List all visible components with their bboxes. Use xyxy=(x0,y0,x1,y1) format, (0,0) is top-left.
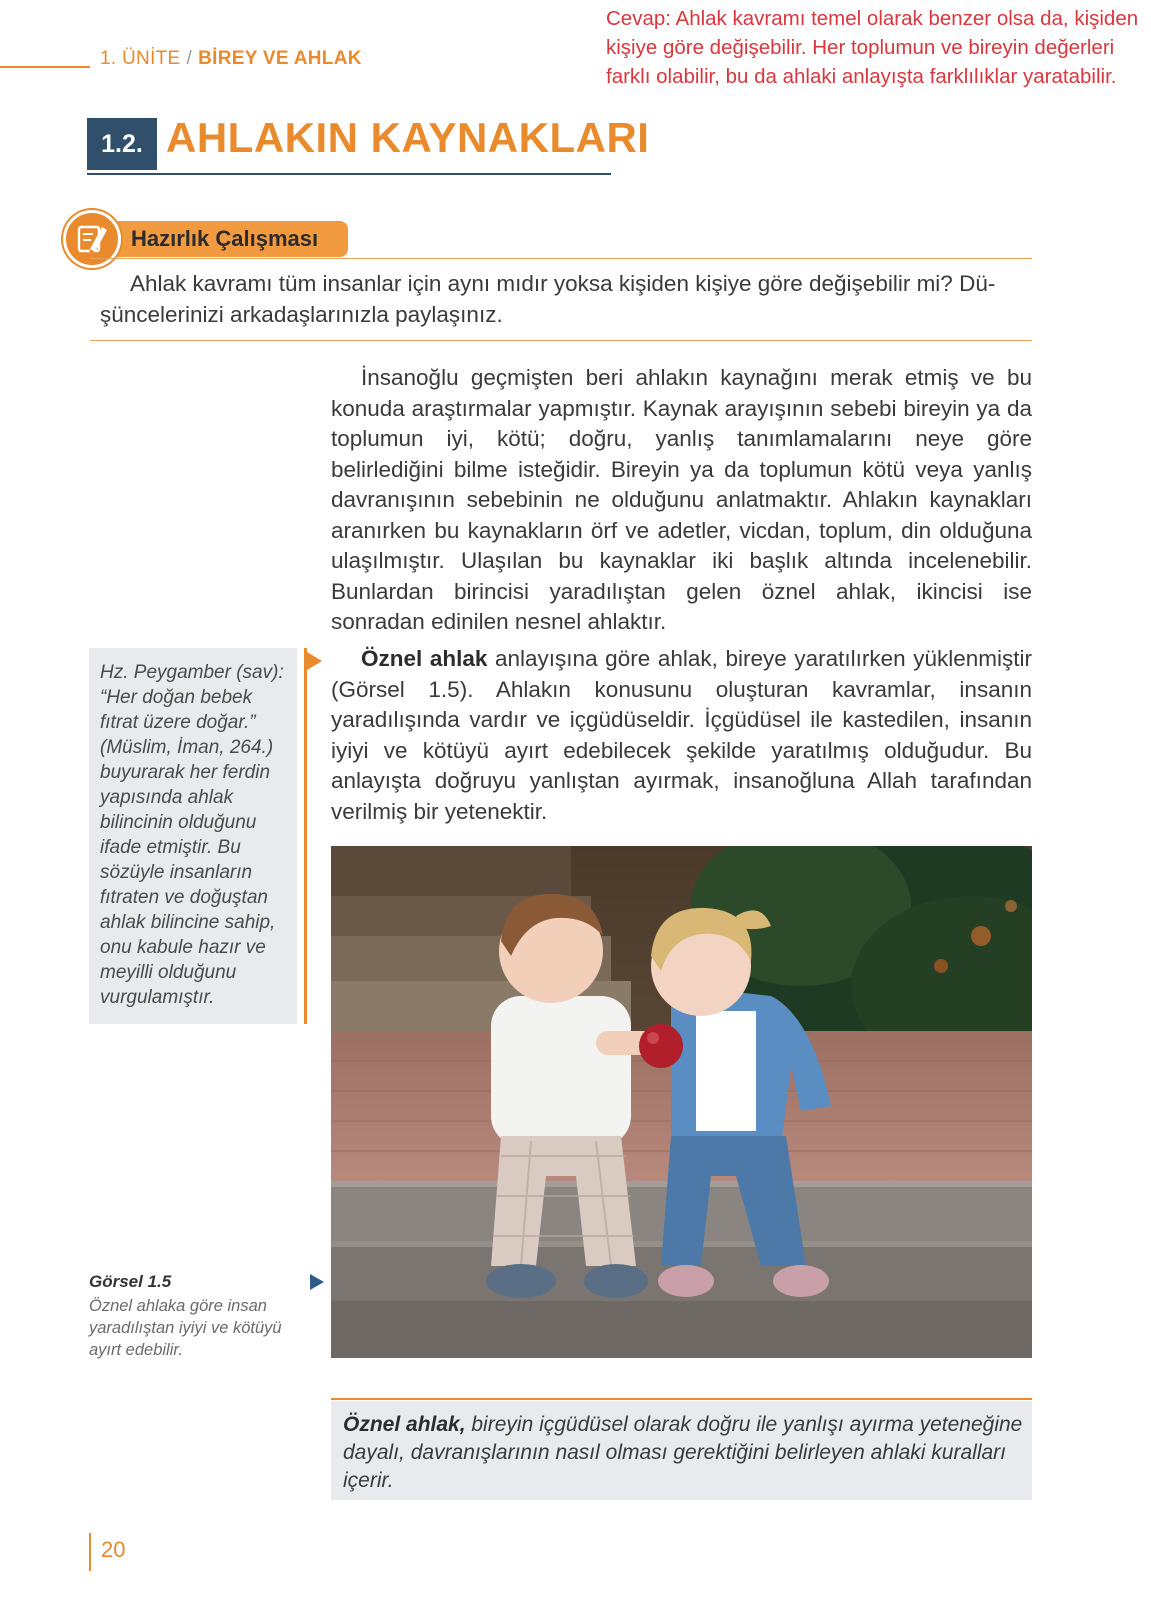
unit-breadcrumb xyxy=(100,48,362,70)
section-title: AHLAKIN KAYNAKLARI xyxy=(166,114,650,161)
page-number-bar xyxy=(89,1533,91,1571)
prep-question-line1: Ahlak kavramı tüm insanlar için aynı mıdır yoksa kişiden kişiye göre değişebilir mi? Dü- xyxy=(130,271,996,296)
sidebar-accent-bar xyxy=(304,648,307,1024)
prep-rule-top xyxy=(90,258,1032,259)
header-rule xyxy=(0,66,90,68)
figure-caption: Öznel ahlaka göre insan yaradılıştan iyiyi ve kötüyü ayırt edebilir. xyxy=(89,1297,282,1359)
body-paragraph-1: İnsanoğlu geçmişten beri ahlakın kaynağını merak etmiş ve bu konuda araştırmalar yapmıştır. Kaynak arayışının sebebi bireyin ya da toplumun iyi, kötü; doğru, yanlış tanımlamalarını neye göre belirlediğini bilme isteğidir. Bireyin ya da toplumun kötü veya yanlış davranışının sebebinin ne olduğunu anlatmaktır. Ahlakın kaynakları aranırken bu kaynakların örf ve adetler, vicdan, toplum, din olduğuna ulaşılmıştır. Ulaşılan bu kaynaklar iki başlık altında incelenebilir. Bunlardan birincisi yaradılıştan gelen öznel ahlak, ikincisi ise sonradan edinilen nesnel ahlaktır. xyxy=(331,365,1032,634)
definition-rule xyxy=(331,1398,1032,1400)
section-number: 1.2. xyxy=(87,118,157,170)
children-apple-photo xyxy=(331,846,1032,1358)
page-number: 20 xyxy=(101,1537,126,1562)
sidebar-pointer-icon xyxy=(307,652,322,670)
body-paragraph-2-rest: anlayışına göre ahlak, bireye yaratılırken yüklenmiştir (Görsel 1.5). Ahlakın konusunu oluşturan kavramlar, insanın yaradılışında vardır ve içgüdüseldir. İçgüdüsel ile kastedilen, insanın iyiyi ve kötüyü ayırt edebilecek şekilde yaratılmış olduğudur. Bu anlayışta doğruyu yanlıştan ayırmak, insanoğluna Allah tarafından verilmiş bir yetenektir. xyxy=(331,646,1033,824)
section-underline xyxy=(87,173,611,175)
term-oznel-ahlak: Öznel ahlak xyxy=(361,646,488,671)
unit-title: BİREY VE AHLAK xyxy=(198,48,362,69)
answer-note: Cevap: Ahlak kavramı temel olarak benzer olsa da, kişiden kişiye göre değişebilir. Her toplumun ve bireyin değerleri farklı olabilir, bu da ahlaki anlayışta farklılıklar yaratabilir. xyxy=(606,7,1139,88)
definition-text xyxy=(343,1411,1023,1495)
definition-body: bireyin içgüdüsel olarak doğru ile yanlışı ayırma yeteneğine dayalı, davranışlarının nasıl olması gerektiğini belirleyen ahlaki kuralları içerir. xyxy=(343,1413,1023,1492)
prep-question-line2: şüncelerinizi arkadaşlarınızla paylaşınız. xyxy=(100,302,503,327)
unit-number: 1. ÜNİTE xyxy=(100,48,181,69)
body-paragraph-2 xyxy=(331,644,1032,827)
pencil-icon xyxy=(63,210,121,268)
breadcrumb-separator: / xyxy=(186,48,193,69)
prep-rule-bottom xyxy=(90,340,1032,341)
figure-label: Görsel 1.5 xyxy=(89,1272,172,1291)
definition-term: Öznel ahlak, xyxy=(343,1413,466,1436)
sidebar-quote: Hz. Peygamber (sav): “Her doğan bebek fıtrat üzere doğar.” (Müslim, İman, 264.) buyurarak her ferdin yapısında ahlak bilincinin olduğunu ifade etmiştir. Bu sözüyle insanların fıtraten ve doğuştan ahlak bilincine sahip, onu kabule hazır ve meyilli olduğunu vurgulamıştır. xyxy=(100,662,284,1008)
prep-question xyxy=(100,268,1020,330)
prep-label: Hazırlık Çalışması xyxy=(131,226,319,251)
caption-pointer-icon xyxy=(310,1274,324,1290)
